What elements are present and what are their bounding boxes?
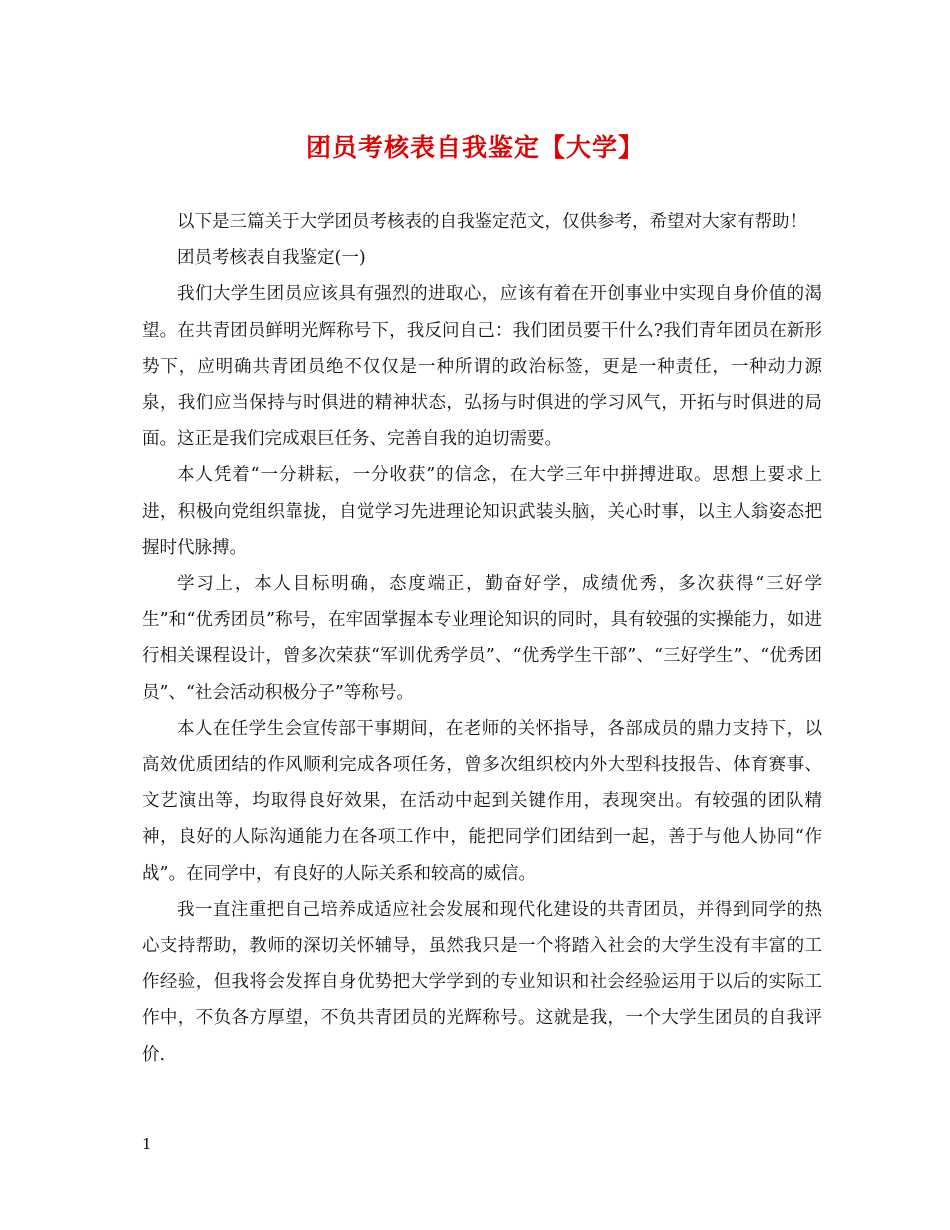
body-paragraph: 我们大学生团员应该具有强烈的进取心，应该有着在开创事业中实现自身价值的渴望。在共青团员鲜明光辉称号下，我反问自己：我们团员要干什么?我们青年团员在新形势下，应明确共青团员绝不仅仅是一种所谓的政治标签，更是一种责任，一种动力源泉，我们应当保持与时俱进的精神状态，弘扬与时俱进的学习风气，开拓与时俱进的局面。这正是我们完成艰巨任务、完善自我的迫切需要。 bbox=[142, 284, 822, 450]
intro-paragraph: 以下是三篇关于大学团员考核表的自我鉴定范文，仅供参考，希望对大家有帮助！ bbox=[177, 212, 807, 232]
body-paragraph: 本人凭着“一分耕耘，一分收获”的信念，在大学三年中拼搏进取。思想上要求上进，积极向党组织靠拢，自觉学习先进理论知识武装头脑，关心时事，以主人翁姿态把握时代脉搏。 bbox=[142, 465, 822, 558]
body-paragraph: 本人在任学生会宣传部干事期间，在老师的关怀指导，各部成员的鼎力支持下，以高效优质团结的作风顺利完成各项任务，曾多次组织校内外大型科技报告、体育赛事、文艺演出等，均取得良好效果，在活动中起到关键作用，表现突出。有较强的团队精神，良好的人际沟通能力在各项工作中，能把同学们团结到一起，善于与他人协同“作战”。在同学中，有良好的人际关系和较高的威信。 bbox=[142, 718, 822, 884]
section-heading: 团员考核表自我鉴定(一) bbox=[177, 248, 366, 269]
document-body bbox=[142, 204, 822, 1073]
body-paragraph: 学习上，本人目标明确，态度端正，勤奋好学，成绩优秀，多次获得“三好学生”和“优秀团员”称号，在牢固掌握本专业理论知识的同时，具有较强的实操能力，如进行相关课程设计，曾多次荣获“军训优秀学员”、“优秀学生干部”、“三好学生”、“优秀团员”、“社会活动积极分子”等称号。 bbox=[142, 574, 822, 703]
page-number: 1 bbox=[142, 1135, 152, 1153]
document-title: 团员考核表自我鉴定【大学】 bbox=[305, 133, 644, 162]
body-paragraph: 我一直注重把自己培养成适应社会发展和现代化建设的共青团员，并得到同学的热心支持帮助，教师的深切关怀辅导，虽然我只是一个将踏入社会的大学生没有丰富的工作经验，但我将会发挥自身优势把大学学到的专业知识和社会经验运用于以后的实际工作中，不负各方厚望，不负共青团员的光辉称号。这就是我，一个大学生团员的自我评价. bbox=[142, 899, 822, 1065]
